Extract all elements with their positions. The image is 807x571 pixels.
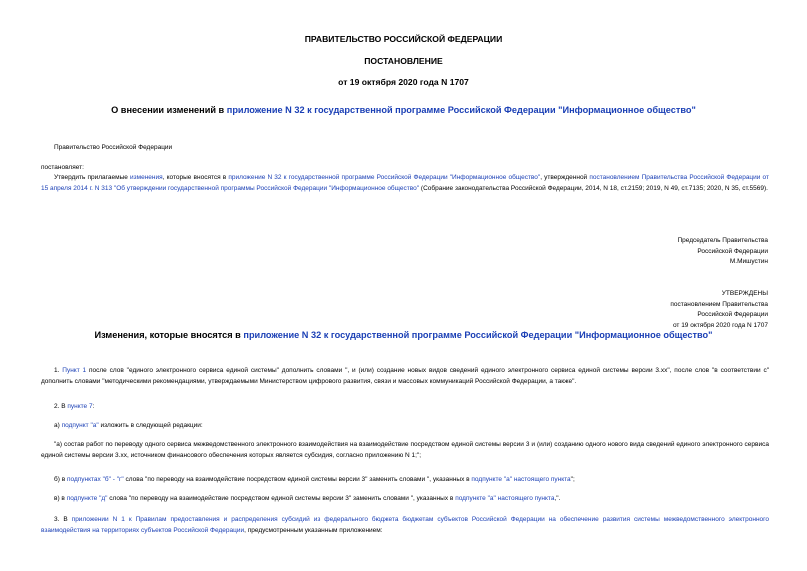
item-2a-text: изложить в следующей редакции:	[98, 422, 203, 429]
preamble-government: Правительство Российской Федерации	[54, 144, 173, 151]
item-1-number: 1.	[54, 367, 63, 374]
item-2b-prefix: б) в	[54, 476, 67, 483]
item-2b-text: слова "по переводу на взаимодействие посредством единой системы версии 3" заменить словами ", указанных в	[123, 476, 472, 483]
document-type: ПОСТАНОВЛЕНИЕ	[364, 56, 443, 66]
link-point-1[interactable]: Пункт 1	[62, 367, 87, 374]
preamble-paragraph	[41, 173, 769, 194]
approval-line-3: Российской Федерации	[697, 311, 768, 318]
changes-title-link[interactable]: приложение N 32 к государственной программе Российской Федерации "Информационное общество"	[243, 330, 713, 340]
item-3-text: , предусмотренным указанным приложением:	[244, 526, 383, 534]
item-2v-text: слова "по переводу на взаимодействие посредством единой системы версии 3" заменить словами ", указанных в	[107, 495, 456, 502]
link-resolution-313[interactable]: постановлением Правительства Российской Федерации от 15 апреля 2014 г. N 313 "Об утверждении государственной программы Российской Федерации "Информационное общество"	[41, 174, 769, 192]
item-1-text: после слов "единого электронного сервиса единой системы" дополнить словами ", и (или) создание новых видов сведений единого электронного сервиса единой системы версии 3.хх", после слов "в соответствии с" дополнить словами "методическими рекомендациями, утверждаемыми Министерством цифрового развития, связи и массовых коммуникаций Российской Федерации, а также".	[41, 367, 770, 385]
link-appendix-32[interactable]: приложение N 32 к государственной программе Российской Федерации "Информационное общество"	[228, 174, 541, 181]
p1-text-d: (Собрание законодательства Российской Федерации, 2014, N 18, ст.2159; 2019, N 49, ст.7135; 2020, N 35, ст.5569).	[419, 184, 768, 192]
title-prefix: О внесении изменений в	[111, 105, 227, 115]
item-2v	[54, 494, 560, 505]
item-1	[41, 366, 769, 387]
item-2v-tail: ,".	[554, 495, 561, 502]
link-subpoints-b-g[interactable]: подпунктах "б" - "г"	[66, 476, 124, 483]
changes-title-prefix: Изменения, которые вносятся в	[94, 330, 244, 340]
item-2b-tail: ";	[570, 476, 575, 483]
p1-text-a: Утвердить прилагаемые	[54, 174, 131, 181]
document-date-number: от 19 октября 2020 года N 1707	[338, 77, 469, 87]
item-2a-prefix: а)	[54, 422, 62, 429]
link-subpoint-a[interactable]: подпункт "а"	[61, 422, 99, 429]
item-2	[54, 402, 94, 413]
link-subpoint-d[interactable]: подпункте "д"	[66, 495, 108, 502]
approval-line-2: постановлением Правительства	[670, 300, 768, 308]
signature-name: М.Мишустин	[729, 258, 768, 265]
approval-line-1: УТВЕРЖДЕНЫ	[721, 290, 768, 297]
item-2-tail: :	[92, 403, 95, 410]
item-2v-prefix: в) в	[54, 495, 67, 502]
signature-line-1: Председатель Правительства	[677, 237, 768, 244]
approval-block	[670, 289, 768, 331]
item-2a	[54, 421, 203, 432]
item-2a-quote: "а) состав работ по переводу одного сервиса межведомственного электронного взаимодействия на взаимодействие посредством единой системы версии 3 и (или) созданию одного нового вида сведений единого электронного сервиса единой системы версии 3.хх, источником финансового обеспечения которых является субсидия, согласно приложению N 1;";	[41, 441, 769, 459]
changes-title	[0, 330, 807, 340]
item-3	[41, 515, 769, 536]
link-changes[interactable]: изменения	[130, 174, 163, 181]
p1-text-c: , утвержденной	[540, 174, 590, 181]
link-appendix-1-rules[interactable]: приложении N 1 к Правилам предоставления и распределения субсидий из федерального бюджета бюджетам субъектов Российской Федерации на обеспечение развития системы межведомственного электронного взаимодействия на территориях субъектов Российской Федерации	[41, 516, 769, 534]
item-2b	[54, 475, 575, 486]
link-subpoint-a-this-2[interactable]: подпункте "а" настоящего пункта	[455, 495, 555, 502]
item-2-number: 2. В	[54, 403, 68, 410]
document-title	[0, 105, 807, 115]
link-subpoint-a-this[interactable]: подпункте "а" настоящего пункта	[471, 476, 571, 483]
approval-line-4: от 19 октября 2020 года N 1707	[672, 321, 768, 329]
title-link-appendix-32[interactable]: приложение N 32 к государственной программе Российской Федерации "Информационное общество"	[226, 105, 696, 115]
preamble-decides: постановляет:	[41, 164, 84, 171]
signature-line-2: Российской Федерации	[697, 247, 768, 255]
p1-text-b: , которые вносятся в	[162, 174, 229, 181]
document-authority: ПРАВИТЕЛЬСТВО РОССИЙСКОЙ ФЕДЕРАЦИИ	[304, 34, 503, 44]
item-3-number: 3. В	[54, 516, 72, 523]
link-point-7[interactable]: пункте 7	[67, 403, 93, 410]
signature-block	[677, 236, 768, 268]
